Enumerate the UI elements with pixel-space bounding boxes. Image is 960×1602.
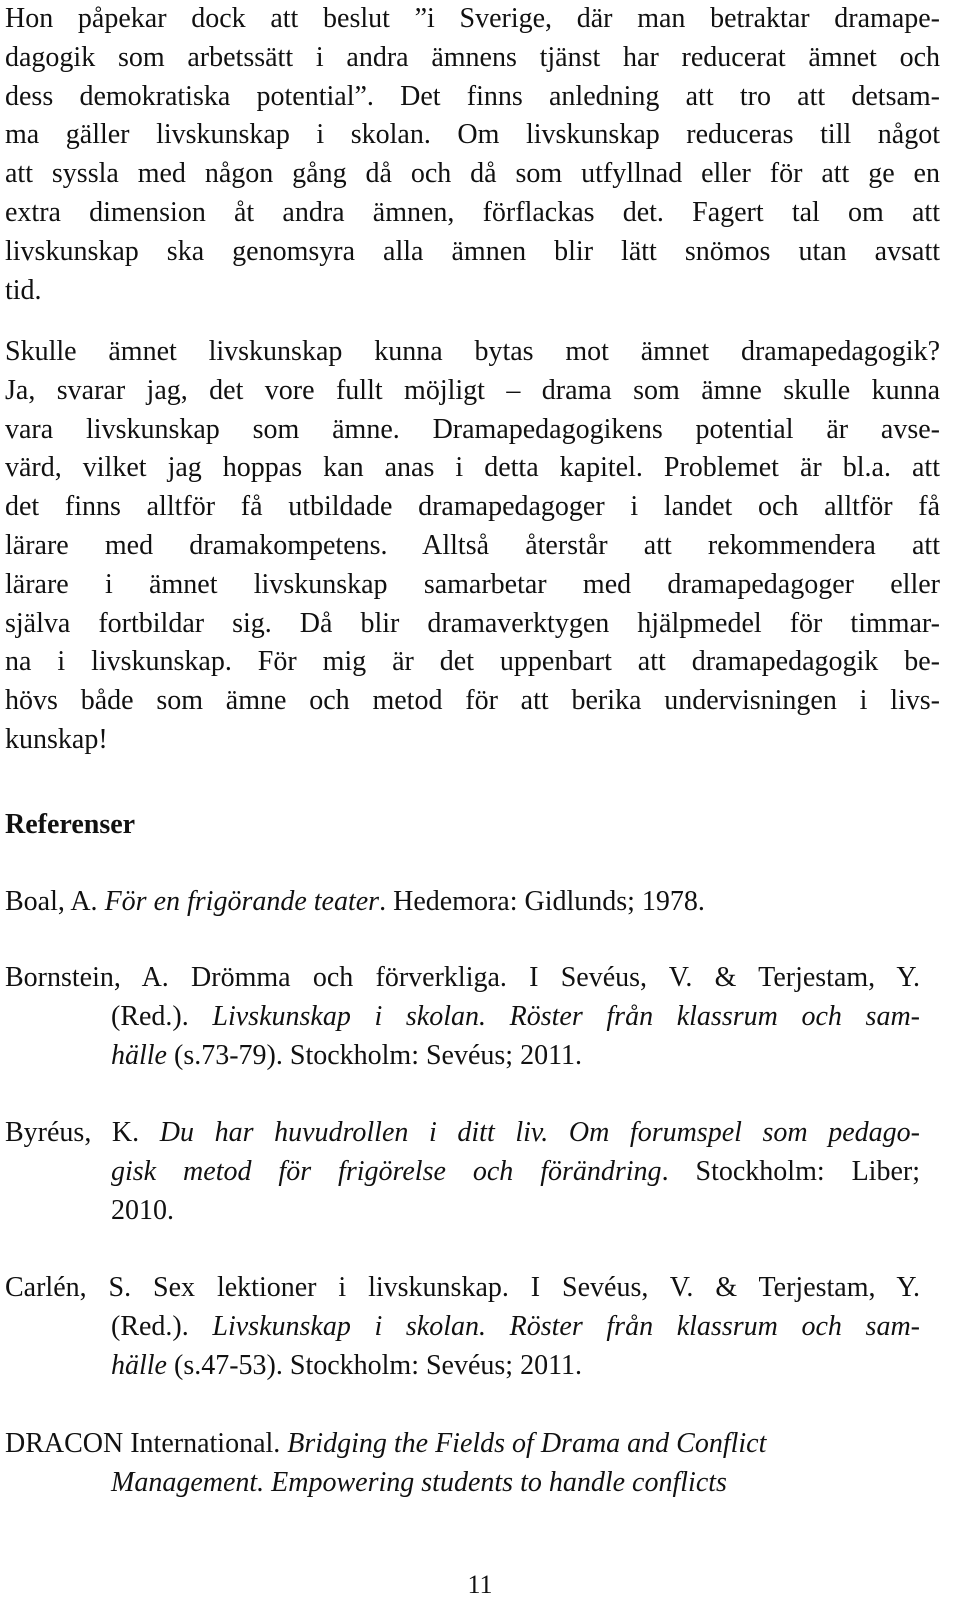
text-line: na i livskunskap. För mig är det uppenbart att dramapedagogik be- — [5, 646, 940, 678]
text-line: dagogik som arbetssätt i andra ämnens tjänst har reducerat ämnet och — [5, 41, 940, 73]
reference-publisher: (s.47-53). Stockholm: Sevéus; 2011. — [167, 1350, 583, 1381]
reference-byreus — [5, 1113, 920, 1230]
reference-dracon — [5, 1424, 920, 1502]
reference-line: 2010. — [111, 1195, 174, 1226]
reference-title: Livskunskap i skolan. Röster från klassrum och sam- — [212, 1311, 920, 1342]
reference-line — [5, 1346, 920, 1385]
reference-line — [5, 1424, 920, 1463]
reference-line — [5, 1152, 920, 1191]
reference-title: Bridging the Fields of Drama and Conflict — [287, 1428, 767, 1459]
reference-editor: (Red.). — [111, 1311, 213, 1342]
reference-title: Du har huvudrollen i ditt liv. Om forumspel som pedago- — [159, 1117, 921, 1148]
references-heading: Referenser — [5, 809, 136, 840]
text-line: lärare i ämnet livskunskap samarbetar med dramapedagoger eller — [5, 568, 940, 600]
text-line: värd, vilket jag hoppas kan anas i detta kapitel. Problemet är bl.a. att — [5, 452, 940, 484]
reference-title: hälle — [111, 1350, 167, 1381]
reference-line — [5, 1307, 920, 1346]
reference-author: DRACON International. — [5, 1428, 288, 1459]
text-line: Ja, svarar jag, det vore fullt möjligt – drama som ämne skulle kunna — [5, 374, 940, 406]
text-line: Hon påpekar dock att beslut ”i Sverige, där man betraktar dramape- — [5, 3, 940, 34]
text-line: kunskap! — [5, 723, 108, 755]
text-line: det finns alltför få utbildade dramapedagoger i landet och alltför få — [5, 491, 940, 523]
reference-line: Carlén, S. Sex lektioner i livskunskap. I Sevéus, V. & Terjestam, Y. — [5, 1272, 920, 1303]
reference-publisher: . Hedemora: Gidlunds; 1978. — [379, 886, 705, 917]
text-line: hövs både som ämne och metod för att berika undervisningen i livs- — [5, 685, 940, 717]
paragraph-dramapedagogik-reduction — [5, 0, 940, 310]
reference-title: hälle — [111, 1040, 167, 1071]
page-number: 11 — [467, 1570, 493, 1599]
reference-title: Management. Empowering students to handle conflicts — [111, 1467, 727, 1498]
text-line: extra dimension åt andra ämnen, förflackas det. Fagert tal om att — [5, 196, 940, 228]
text-line: själva fortbildar sig. Då blir dramaverktygen hjälpmedel för timmar- — [5, 607, 940, 639]
text-line: Skulle ämnet livskunskap kunna bytas mot ämnet dramapedagogik? — [5, 336, 940, 367]
text-line: dess demokratiska potential”. Det finns anledning att tro att detsam- — [5, 80, 940, 112]
reference-boal — [5, 882, 920, 921]
reference-carlen — [5, 1268, 920, 1385]
reference-publisher: (s.73-79). Stockholm: Sevéus; 2011. — [167, 1040, 583, 1071]
text-line: lärare med dramakompetens. Alltså återstår att rekommendera att — [5, 529, 940, 561]
text-line: vara livskunskap som ämne. Dramapedagogikens potential är avse- — [5, 413, 940, 445]
reference-editor: (Red.). — [111, 1001, 213, 1032]
reference-author: Byréus, K. — [5, 1117, 160, 1148]
text-line: att syssla med någon gång då och då som utfyllnad eller för att ge en — [5, 158, 940, 190]
reference-line — [5, 882, 920, 921]
reference-bornstein — [5, 958, 920, 1075]
reference-author: Boal, A. — [5, 886, 105, 917]
reference-title: Livskunskap i skolan. Röster från klassrum och sam- — [212, 1001, 920, 1032]
paragraph-livskunskap-vs-drama — [5, 333, 940, 760]
reference-publisher: . Stockholm: Liber; — [661, 1156, 920, 1187]
reference-title: gisk metod för frigörelse och förändring — [111, 1156, 662, 1187]
reference-line — [5, 1036, 920, 1075]
reference-line — [5, 997, 920, 1036]
reference-title: För en frigörande teater — [104, 886, 380, 917]
text-line: livskunskap ska genomsyra alla ämnen blir lätt snömos utan avsatt — [5, 235, 940, 267]
text-line: tid. — [5, 274, 42, 306]
text-line: ma gäller livskunskap i skolan. Om livskunskap reduceras till något — [5, 119, 940, 151]
reference-line — [5, 1463, 920, 1502]
reference-line: Bornstein, A. Drömma och förverkliga. I Sevéus, V. & Terjestam, Y. — [5, 962, 920, 993]
reference-line — [5, 1113, 920, 1152]
